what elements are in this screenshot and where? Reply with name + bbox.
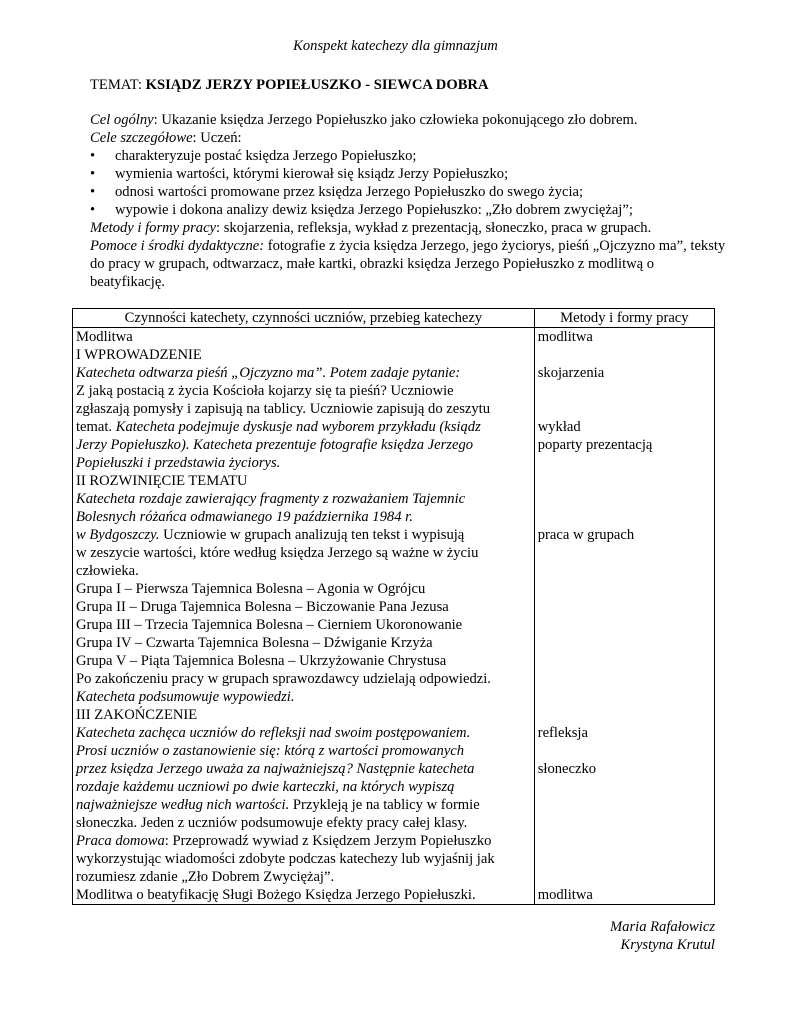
method-spacer bbox=[538, 868, 711, 886]
method-line: praca w grupach bbox=[537, 527, 635, 543]
section-heading: I WPROWADZENIE bbox=[76, 347, 202, 363]
table-row bbox=[73, 328, 715, 905]
method-spacer bbox=[538, 580, 711, 598]
specific-goals-heading bbox=[90, 129, 730, 147]
method-spacer bbox=[538, 508, 711, 526]
aids-label: Pomoce i środki dydaktyczne: bbox=[90, 238, 265, 254]
specific-goals-list bbox=[90, 147, 730, 219]
activity-line: Modlitwa o beatyfikację Sługi Bożego Księdza Jerzego Popiełuszki. bbox=[76, 887, 476, 903]
goal-item-text: wypowie i dokona analizy dewiz księdza Jerzego Popiełuszko: „Zło dobrem zwyciężaj”; bbox=[115, 202, 633, 218]
activity-cell bbox=[73, 328, 535, 905]
method-spacer bbox=[538, 472, 711, 490]
method-spacer bbox=[538, 652, 711, 670]
activity-line: rozdaje każdemu uczniowi po dwie karteczki, na których wypiszą bbox=[76, 779, 455, 795]
author-name: Krystyna Krutul bbox=[620, 937, 715, 953]
method-spacer bbox=[538, 796, 711, 814]
activity-line: Bolesnych różańca odmawianego 19 października 1984 r. bbox=[76, 509, 413, 525]
lesson-topic bbox=[90, 76, 489, 94]
method-spacer bbox=[538, 814, 711, 832]
bullet-icon: • bbox=[90, 166, 96, 182]
method-line: słoneczko bbox=[537, 761, 597, 777]
method-spacer bbox=[538, 382, 711, 400]
activity-line: Katecheta rozdaje zawierający fragmenty z rozważaniem Tajemnic bbox=[76, 491, 466, 507]
method-line: modlitwa bbox=[537, 887, 593, 903]
method-spacer bbox=[538, 562, 711, 580]
goal-item-text: wymienia wartości, którymi kierował się ksiądz Jerzy Popiełuszko; bbox=[115, 166, 509, 182]
group-line: Grupa IV – Czwarta Tajemnica Bolesna – Dźwiganie Krzyża bbox=[76, 635, 433, 651]
group-line: Grupa II – Druga Tajemnica Bolesna – Biczowanie Pana Jezusa bbox=[76, 599, 449, 615]
activity-line bbox=[76, 796, 531, 814]
specific-goals-label: Cele szczegółowe bbox=[90, 130, 193, 146]
method-spacer bbox=[538, 544, 711, 562]
goal-item-text: charakteryzuje postać księdza Jerzego Popiełuszko; bbox=[115, 148, 417, 164]
general-goal-label: Cel ogólny bbox=[90, 112, 154, 128]
table-header-row bbox=[73, 309, 715, 328]
method-line: refleksja bbox=[537, 725, 588, 741]
method-spacer bbox=[538, 670, 711, 688]
method-line: poparty prezentacją bbox=[537, 437, 653, 453]
activity-line: Z jaką postacią z życia Kościoła kojarzy się ta pieśń? Uczniowie bbox=[76, 383, 454, 399]
activity-line: słoneczka. Jeden z uczniów podsumowuje efekty pracy całej klasy. bbox=[76, 815, 468, 831]
specific-goals-text: : Uczeń: bbox=[192, 130, 242, 146]
list-item bbox=[90, 201, 730, 219]
aids-line bbox=[90, 237, 730, 291]
aids-text: fotografie z życia księdza Jerzego, jego życiorys, pieśń „Ojczyzno ma”, teksty do pracy w grupach, odtwarzacz, małe kartki, obrazki księdza Jerzego Popiełuszko z modlitwą o beatyfikację. bbox=[90, 238, 726, 290]
method-spacer bbox=[538, 490, 711, 508]
method-spacer bbox=[538, 400, 711, 418]
activity-line: wykorzystując wiadomości zdobyte podczas katechezy lub wyjaśnij jak bbox=[76, 851, 495, 867]
method-spacer bbox=[538, 778, 711, 796]
activity-line: Po zakończeniu pracy w grupach sprawozdawcy udzielają odpowiedzi. bbox=[76, 671, 491, 687]
homework-line bbox=[76, 832, 531, 850]
activity-line: Katecheta odtwarza pieśń „Ojczyzno ma”. Potem zadaje pytanie: bbox=[76, 365, 461, 381]
list-item bbox=[90, 183, 730, 201]
group-line: Grupa I – Pierwsza Tajemnica Bolesna – Agonia w Ogrójcu bbox=[76, 581, 426, 597]
activity-fragment: : Przeprowadź wywiad z Księdzem Jerzym Popiełuszko bbox=[164, 833, 492, 849]
activity-line: człowieka. bbox=[76, 563, 139, 579]
activity-line: Prosi uczniów o zastanowienie się: którą z wartości promowanych bbox=[76, 743, 465, 759]
homework-label: Praca domowa bbox=[76, 833, 165, 849]
activity-line: Katecheta podsumowuje wypowiedzi. bbox=[76, 689, 295, 705]
activity-fragment: w Bydgoszczy. bbox=[76, 527, 160, 543]
method-cell bbox=[534, 328, 714, 905]
general-goal-text: : Ukazanie księdza Jerzego Popiełuszko jako człowieka pokonującego zło dobrem. bbox=[153, 112, 638, 128]
list-item bbox=[90, 165, 730, 183]
topic-prefix: TEMAT: bbox=[90, 77, 146, 93]
method-spacer bbox=[538, 346, 711, 364]
topic-title: KSIĄDZ JERZY POPIEŁUSZKO - SIEWCA DOBRA bbox=[145, 77, 489, 93]
method-spacer bbox=[538, 598, 711, 616]
method-spacer bbox=[538, 688, 711, 706]
method-spacer bbox=[538, 616, 711, 634]
document-header: Konspekt katechezy dla gimnazjum bbox=[293, 38, 498, 54]
bullet-icon: • bbox=[90, 184, 96, 200]
method-line: wykład bbox=[537, 419, 581, 435]
methods-label: Metody i formy pracy bbox=[90, 220, 217, 236]
activity-line bbox=[76, 526, 531, 544]
method-spacer bbox=[538, 706, 711, 724]
lesson-plan-table bbox=[72, 308, 715, 905]
activity-line: Katecheta zachęca uczniów do refleksji nad swoim postępowaniem. bbox=[76, 725, 471, 741]
method-spacer bbox=[538, 742, 711, 760]
activity-fragment: Uczniowie w grupach analizują ten tekst i wypisują bbox=[159, 527, 465, 543]
method-spacer bbox=[538, 634, 711, 652]
goal-item-text: odnosi wartości promowane przez księdza Jerzego Popiełuszko do swego życia; bbox=[115, 184, 584, 200]
method-line: modlitwa bbox=[537, 329, 593, 345]
activity-line: rozumiesz zdanie „Zło Dobrem Zwyciężaj”. bbox=[76, 869, 335, 885]
method-line: skojarzenia bbox=[537, 365, 605, 381]
list-item bbox=[90, 147, 730, 165]
activity-line: Popiełuszki i przedstawia życiorys. bbox=[76, 455, 281, 471]
section-heading: III ZAKOŃCZENIE bbox=[76, 707, 198, 723]
methods-line bbox=[90, 219, 730, 237]
bullet-icon: • bbox=[90, 202, 96, 218]
activity-fragment: Katecheta podejmuje dyskusje nad wyborem przykładu (ksiądz bbox=[115, 419, 481, 435]
activity-line bbox=[76, 418, 531, 436]
group-line: Grupa III – Trzecia Tajemnica Bolesna – Cierniem Ukoronowanie bbox=[76, 617, 463, 633]
author-name: Maria Rafałowicz bbox=[610, 919, 715, 935]
activity-line: w zeszycie wartości, które według księdza Jerzego są ważne w życiu bbox=[76, 545, 479, 561]
activity-line: zgłaszają pomysły i zapisują na tablicy. Uczniowie zapisują do zeszytu bbox=[76, 401, 491, 417]
activity-column-header: Czynności katechety, czynności uczniów, przebieg katechezy bbox=[73, 309, 535, 328]
method-spacer bbox=[538, 832, 711, 850]
group-line: Grupa V – Piąta Tajemnica Bolesna – Ukrzyżowanie Chrystusa bbox=[76, 653, 447, 669]
section-heading: II ROZWINIĘCIE TEMATU bbox=[76, 473, 248, 489]
activity-line: Modlitwa bbox=[76, 329, 133, 345]
method-spacer bbox=[538, 454, 711, 472]
bullet-icon: • bbox=[90, 148, 96, 164]
method-column-header: Metody i formy pracy bbox=[534, 309, 714, 328]
activity-fragment: temat. bbox=[76, 419, 116, 435]
authors bbox=[610, 918, 715, 954]
activity-fragment: Przykleją je na tablicy w formie bbox=[289, 797, 480, 813]
general-goal bbox=[90, 111, 730, 129]
activity-fragment: najważniejsze według nich wartości. bbox=[76, 797, 290, 813]
method-spacer bbox=[538, 850, 711, 868]
activity-line: Jerzy Popiełuszko). Katecheta prezentuje fotografie księdza Jerzego bbox=[76, 437, 474, 453]
lesson-goals bbox=[90, 111, 730, 291]
methods-text: : skojarzenia, refleksja, wykład z prezentacją, słoneczko, praca w grupach. bbox=[216, 220, 652, 236]
activity-line: przez księdza Jerzego uważa za najważniejszą? Następnie katecheta bbox=[76, 761, 475, 777]
